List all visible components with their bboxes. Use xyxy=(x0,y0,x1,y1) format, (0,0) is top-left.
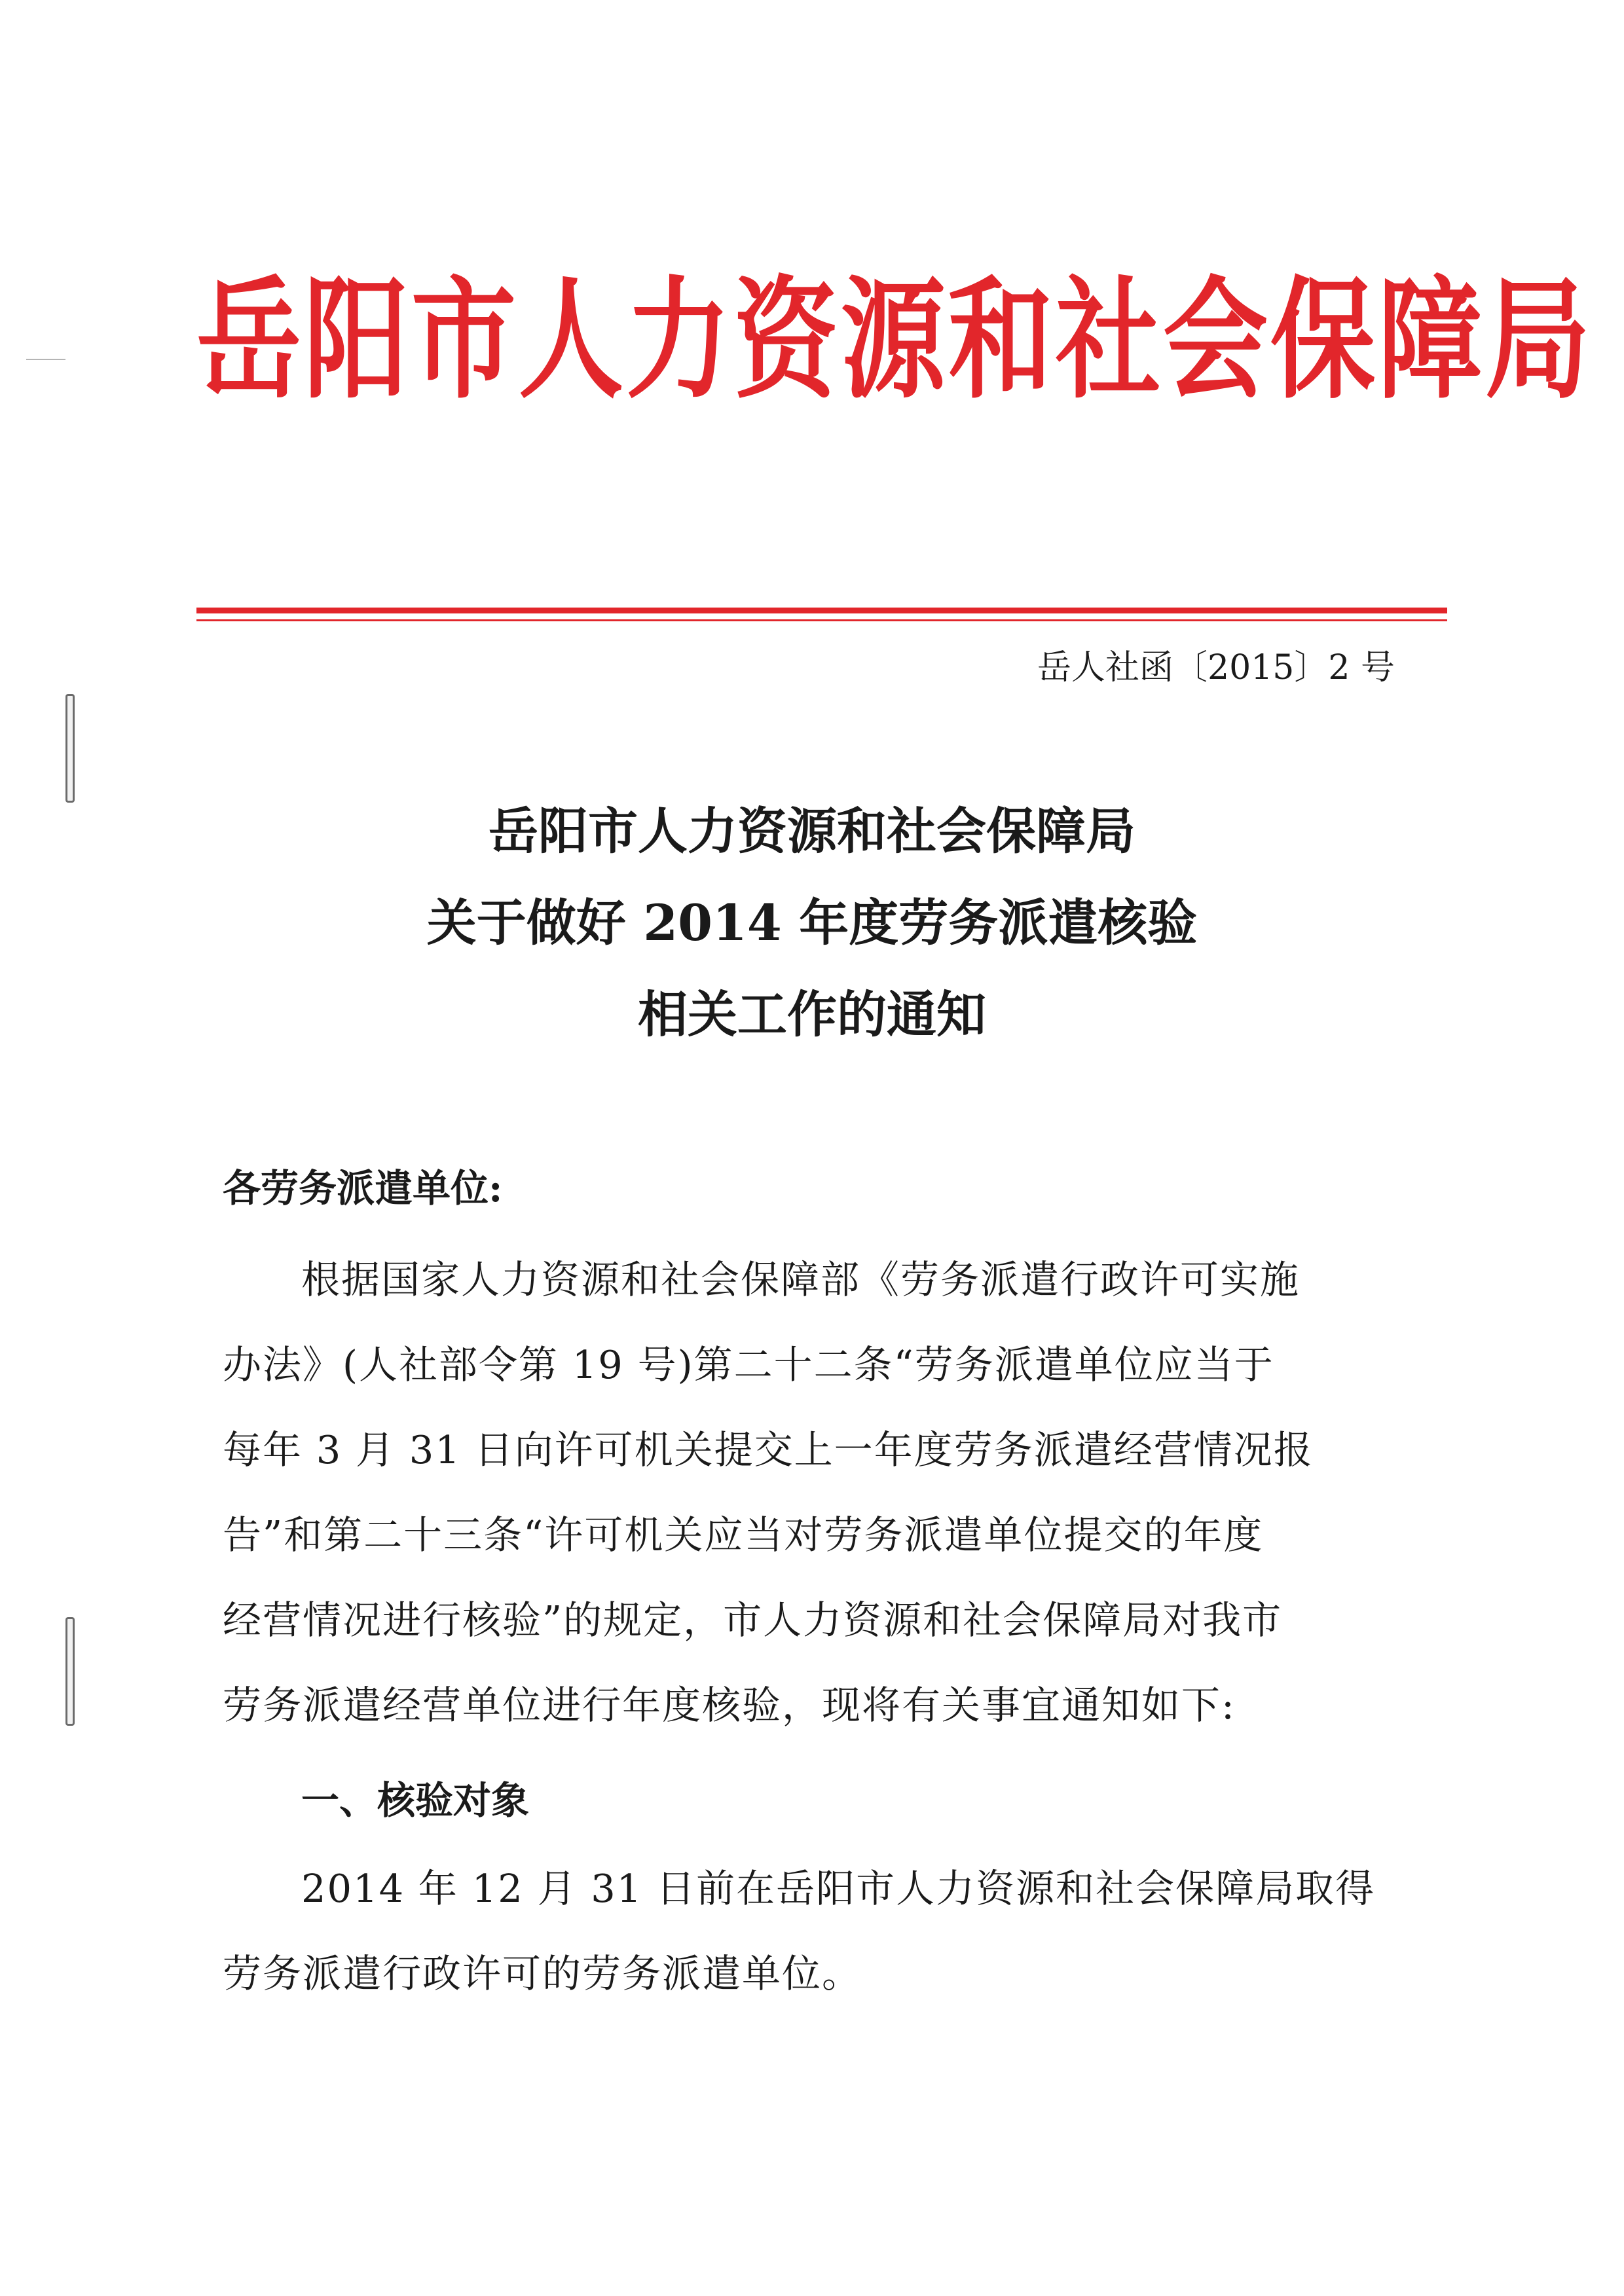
letterhead-red-rule-thin xyxy=(196,619,1447,621)
body-line: 经营情况进行核验”的规定，市人力资源和社会保障局对我市 xyxy=(223,1597,1283,1643)
body-line: 办法》(人社部令第 19 号)第二十二条“劳务派遣单位应当于 xyxy=(223,1342,1274,1387)
section-heading: 一、核验对象 xyxy=(301,1778,530,1823)
binding-staple-top xyxy=(65,694,75,803)
letterhead-title: 岳阳市人力资源和社会保障局 xyxy=(196,263,1593,417)
letterhead-red-rule xyxy=(196,608,1447,613)
document-title-line-1: 岳阳市人力资源和社会保障局 xyxy=(489,802,1135,860)
body-line: 每年 3 月 31 日向许可机关提交上一年度劳务派遣经营情况报 xyxy=(223,1427,1314,1472)
body-line: 告”和第二十三条“许可机关应当对劳务派遣单位提交的年度 xyxy=(223,1512,1264,1558)
document-title-line-2: 关于做好 2014 年度劳务派遣核验 xyxy=(426,894,1198,952)
body-line: 2014 年 12 月 31 日前在岳阳市人力资源和社会保障局取得 xyxy=(301,1866,1376,1911)
document-number: 岳人社函〔2015〕2 号 xyxy=(1037,648,1395,687)
document-title-line-3: 相关工作的通知 xyxy=(638,985,986,1044)
body-line: 劳务派遣行政许可的劳务派遣单位。 xyxy=(223,1951,862,1996)
binding-staple-bottom xyxy=(65,1617,75,1726)
salutation: 各劳务派遣单位: xyxy=(223,1166,503,1211)
body-line: 劳务派遣经营单位进行年度核验，现将有关事宜通知如下: xyxy=(223,1683,1236,1728)
body-line: 根据国家人力资源和社会保障部《劳务派遣行政许可实施 xyxy=(301,1257,1301,1302)
scan-mark xyxy=(26,359,65,360)
